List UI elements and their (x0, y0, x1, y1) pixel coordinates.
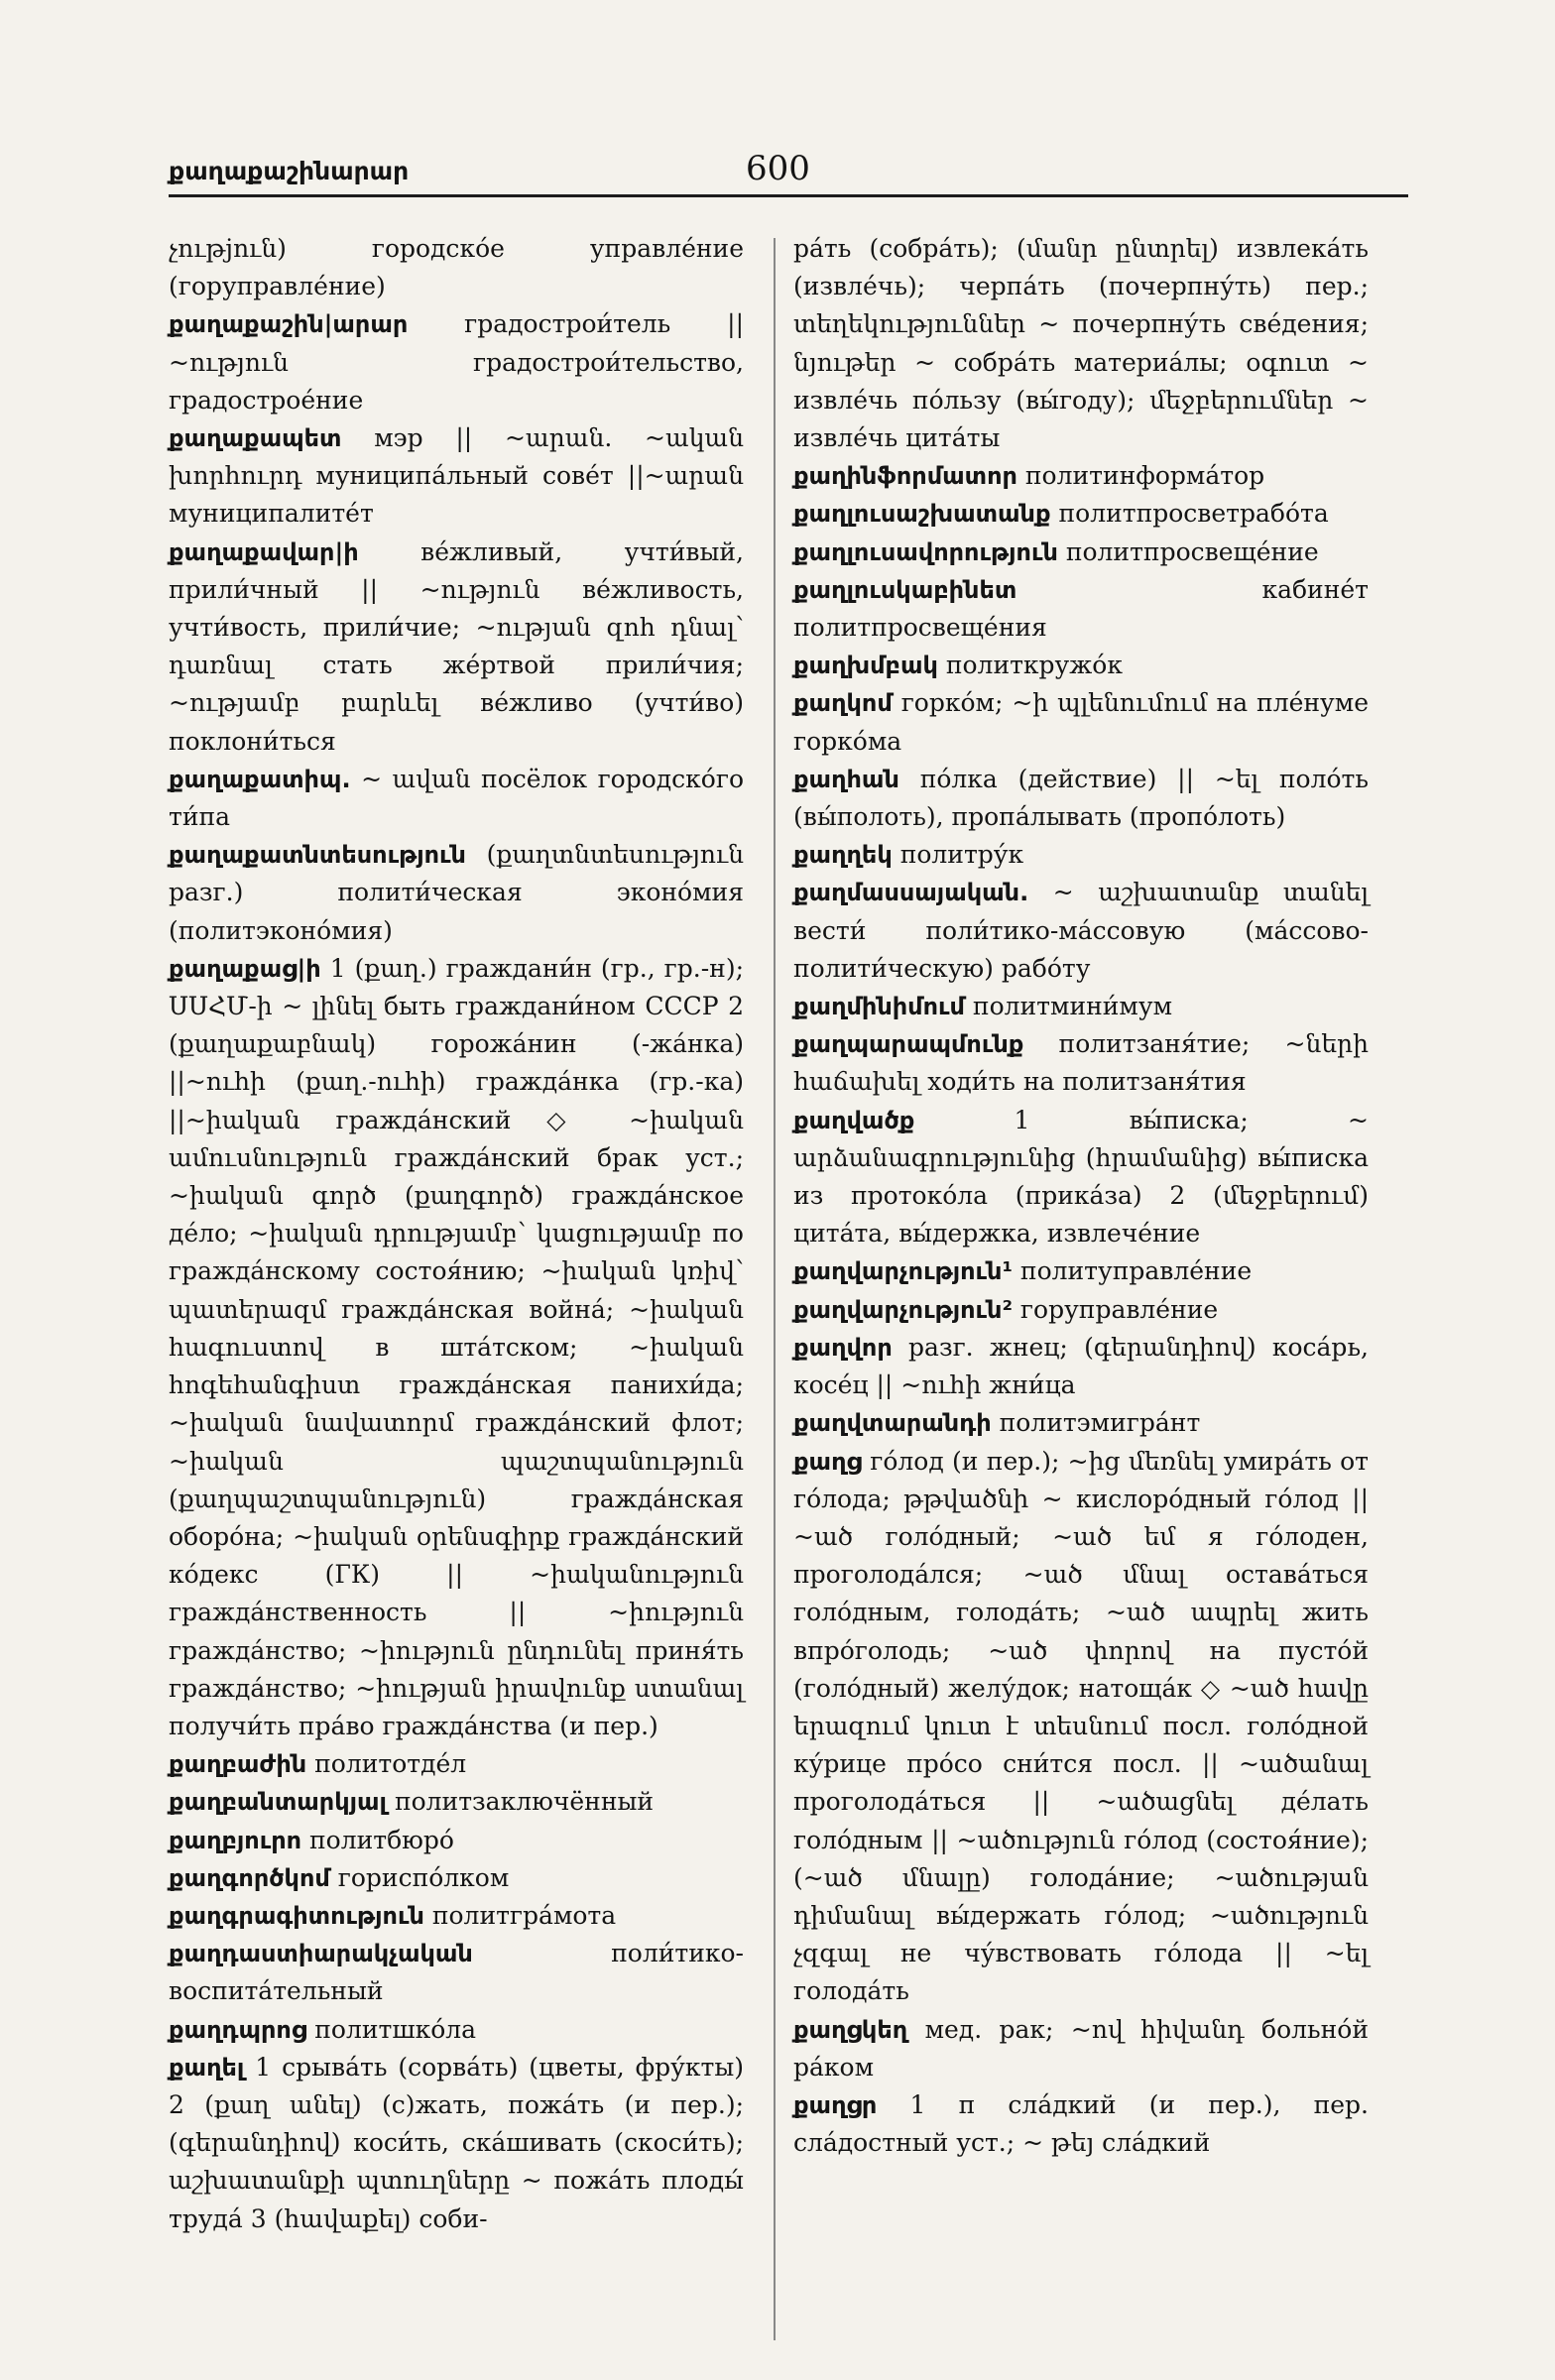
dictionary-entry (793, 647, 1369, 684)
dictionary-entry (169, 1822, 744, 1859)
entry-headword: քաղբաժին (169, 1750, 307, 1779)
dictionary-entry (169, 1935, 744, 2010)
page-header (169, 149, 1408, 194)
column-divider (774, 238, 776, 2340)
entry-headword: քաղցր (793, 2090, 878, 2119)
entry-headword: քաղմասսայական. (793, 879, 1029, 907)
entry-headword: քաղլուսկաբինետ (793, 575, 1017, 604)
dictionary-entry (793, 684, 1369, 760)
running-head: քաղաքաշինարար (169, 157, 410, 185)
dictionary-entry (169, 2049, 744, 2238)
entry-headword: քաղաքատնտեսություն (169, 841, 466, 870)
entry-text: гориспо́лком (337, 1862, 510, 1892)
dictionary-entry (169, 1745, 744, 1783)
entry-text: политэмигра́нт (999, 1408, 1201, 1438)
entry-text: политотде́л (314, 1749, 467, 1779)
dictionary-entry (793, 571, 1369, 647)
dictionary-entry (169, 419, 744, 534)
dictionary-entry (793, 534, 1369, 571)
entry-text: политгра́мота (431, 1900, 617, 1930)
entry-headword: քաղբյուրո (169, 1826, 302, 1854)
dictionary-entry (793, 1329, 1369, 1404)
header-rule (169, 194, 1408, 197)
entry-text: 1 вы́писка; ~ արձանագրությունից (հրամանից) вы́писка из протоко́ла (прика́за) 2 (մեջբերում) цита́та, вы́держка, извлече́ние (793, 1105, 1369, 1249)
entry-headword: քաղաքաց|ի (169, 954, 321, 983)
entry-text: (քաղտնտեսություն разг.) полити́ческая эконо́мия (политэконо́мия) (169, 840, 744, 945)
entry-headword: քաղվտարանդի (793, 1409, 992, 1438)
entry-headword: քաղլուսաշխատանք (793, 500, 1051, 529)
entry-headword: քաղհան (793, 765, 899, 793)
dictionary-entry (793, 1443, 1369, 2011)
entry-headword: քաղել (169, 2053, 245, 2082)
dictionary-entry (793, 2086, 1369, 2162)
dictionary-entry (793, 1025, 1369, 1101)
dictionary-entry (793, 230, 1369, 457)
entry-text: политкружо́к (945, 651, 1123, 680)
entry-text: политзаключённый (394, 1787, 655, 1817)
dictionary-entry (169, 836, 744, 950)
page-number: 600 (746, 149, 810, 188)
entry-headword: քաղլուսավորություն (793, 537, 1058, 566)
entry-headword: քաղգործկոմ (169, 1863, 330, 1892)
entry-headword: քաղդպրոց (169, 2015, 307, 2044)
entry-text: разг. жнец; (գերանդիով) коса́рь, косе́ц || ~ուհի жни́ца (793, 1332, 1369, 1400)
left-column (169, 230, 744, 2238)
dictionary-entry (793, 2011, 1369, 2086)
dictionary-entry (793, 1404, 1369, 1442)
entry-text: поли́тико-воспита́тельный (169, 1939, 744, 2006)
entry-text: 1 срыва́ть (сорва́ть) (цветы, фру́кты) 2 (քաղ անել) (с)жать, пожа́ть (и пер.); (գերանդիով) коси́ть, ска́шивать (скоси́ть); աշխատանքի պտուղները ~ пожа́ть плоды́ труда́ 3 (հավաքել) соби- (169, 2052, 744, 2233)
dictionary-entry (169, 305, 744, 419)
dictionary-entry (793, 836, 1369, 874)
entry-headword: քաղվածք (793, 1106, 915, 1134)
dictionary-entry (169, 950, 744, 1745)
entry-text: политпросвеще́ние (1065, 536, 1319, 566)
dictionary-entry (793, 988, 1369, 1025)
entry-text: политпросветрабо́та (1058, 499, 1329, 529)
entry-text: политуправле́ние (1019, 1256, 1253, 1286)
dictionary-entry (793, 761, 1369, 836)
entry-text: горко́м; ~ի պլենումում на пле́нуме горко́ма (793, 688, 1369, 756)
entry-text: политинформа́тор (1024, 461, 1265, 491)
entry-text: го́лод (и пер.); ~ից մեռնել умира́ть от го́лода; թթվածնի ~ кислоро́дный го́лод || ~ած голо́дный; ~ած եմ я го́лоден, проголода́лся; ~ած մնալ остава́ться голо́дным, голода́ть; ~ած ապրել жить впро́голодь; ~ած փորով на пусто́й (голо́дный) желу́док; натоща́к ◇ ~ած հավը երազում կուտ է տեսնում посл. голо́дной ку́рице про́со сни́тся посл. || ~ածանալ проголода́ться || ~ածացնել де́лать голо́дным || ~ածություն го́лод (состоя́ние); (~ած մնալը) голода́ние; ~ածության դիմանալ вы́держать го́лод; ~ածություն չզգալ не чу́вствовать го́лода || ~ել голода́ть (793, 1446, 1370, 2006)
entry-headword: քաղղեկ (793, 841, 893, 870)
entry-headword: քաղվարչություն² (793, 1295, 1013, 1324)
entry-text: политшко́ла (314, 2014, 477, 2044)
dictionary-entry (793, 1291, 1369, 1329)
entry-headword: քաղբանտարկյալ (169, 1788, 387, 1817)
entry-text: ~ աշխատանք տանել вести́ поли́тико-ма́ссовую (ма́ссово-полити́ческую) рабо́ту (793, 878, 1369, 983)
entry-text: ра́ть (собра́ть); (մանր ընտրել) извлека́ть (извле́чь); черпа́ть (почерпну́ть) пер.; տեղեկություններ ~ почерпну́ть све́дения; նյութեր ~ собра́ть материа́лы; օգուտ ~ извле́чь по́льзу (вы́году); մեջբերումներ ~ извле́чь цита́ты (793, 234, 1369, 453)
entry-text: градострои́тель || ~ություն градострои́тельство, градострое́ние (169, 309, 744, 415)
entry-headword: քաղց (793, 1447, 862, 1476)
entry-headword: քաղդաստիարակչական (169, 1940, 473, 1968)
entry-headword: քաղմինիմում (793, 993, 965, 1021)
entry-headword: քաղինֆորմատոր (793, 462, 1017, 491)
entry-text: չութjուն) городско́е управле́ние (горуправле́ние) (169, 234, 744, 301)
entry-headword: քաղվոր (793, 1333, 893, 1362)
dictionary-entry (793, 495, 1369, 533)
entry-text: по́лка (действие) || ~ել поло́ть (вы́полоть), пропа́лывать (пропо́лоть) (793, 764, 1369, 832)
entry-headword: քաղաքաշին|արար (169, 310, 409, 339)
dictionary-entry (169, 761, 744, 836)
entry-headword: քաղխմբակ (793, 652, 938, 680)
entry-text: ~ ավան посёлок городско́го ти́па (169, 764, 745, 832)
dictionary-entry (793, 457, 1369, 495)
entry-headword: քաղպարապմունք (793, 1030, 1024, 1059)
entry-headword: քաղվարչություն¹ (793, 1257, 1013, 1286)
dictionary-entry (793, 874, 1369, 988)
entry-headword: քաղաքատիպ. (169, 765, 351, 793)
dictionary-entry (169, 534, 744, 761)
dictionary-entry (169, 1897, 744, 1935)
entry-text: горуправле́ние (1019, 1294, 1219, 1324)
entry-text: политмини́мум (972, 992, 1173, 1021)
right-column (793, 230, 1369, 2162)
entry-text: кабине́т политпросвеще́ния (793, 574, 1369, 643)
entry-headword: քաղաքապետ (169, 424, 342, 453)
entry-headword: քաղցկեղ (793, 2015, 908, 2044)
entry-text: 1 п сла́дкий (и пер.), пер. сла́достный уст.; ~ թեյ сла́дкий (793, 2089, 1369, 2158)
entry-text: мэр || ~արան. ~ական խորհուրդ муниципа́льный сове́т ||~արան муниципалите́т (169, 423, 745, 529)
entry-text: мед. рак; ~ով հիվանդ больно́й ра́ком (793, 2014, 1370, 2082)
dictionary-entry (169, 1783, 744, 1821)
entry-text: политру́к (899, 840, 1024, 870)
dictionary-entry (793, 1102, 1369, 1253)
entry-text: политзаня́тие; ~ների հաճախել ходи́ть на политзаня́тия (793, 1029, 1370, 1097)
dictionary-entry (169, 1859, 744, 1897)
entry-text: политбюро́ (309, 1825, 454, 1854)
dictionary-entry (169, 2011, 744, 2049)
entry-text: 1 (քաղ.) граждани́н (гр., гр.-н); ՍՍՀՄ-ի ~ լինել быть граждани́ном СССР 2 (քաղաքաբնակ) горожа́нин (-жа́нка) ||~ուհի (քաղ.-ուհի) гражда́нка (гр.-ка) ||~իական гражда́нский ◇ ~իական ամուսնություն гражда́нский брак уст.; ~իական գործ (քաղգործ) гражда́нское де́ло; ~իական դրությամբ՝ կացությամբ по гражда́нскому состоя́нию; ~իական կռիվ՝ պատերազմ гражда́нская война́; ~իական հագուստով в шта́тском; ~իական հոգեհանգիստ гражда́нская панихи́да; ~իական նավատորմ гражда́нский флот; ~իական պաշտպանություն (քաղպաշտպանություն) гражда́нская оборо́на; ~իական օրենսգիրք гражда́нский ко́декс (ГК) || ~իականություն гражда́нственность || ~իություն гражда́нство; ~իություն ընդունել приня́ть гражда́нство; ~իության իրավունք ստանալ получи́ть пра́во гражда́нства (и пер.) (169, 953, 744, 1740)
dictionary-entry (793, 1252, 1369, 1290)
entry-text: ве́жливый, учти́вый, прили́чный || ~ություն ве́жливость, учти́вость, прили́чие; ~ության զոհ դնալ՝ դառնալ стать же́ртвой прили́чия; ~ությամբ բարևել ве́жливо (учти́во) поклони́ться (169, 536, 744, 756)
entry-headword: քաղաքավար|ի (169, 537, 359, 566)
entry-headword: քաղկոմ (793, 689, 893, 718)
dictionary-entry (169, 230, 744, 305)
entry-headword: քաղգրագիտություն (169, 1901, 424, 1930)
